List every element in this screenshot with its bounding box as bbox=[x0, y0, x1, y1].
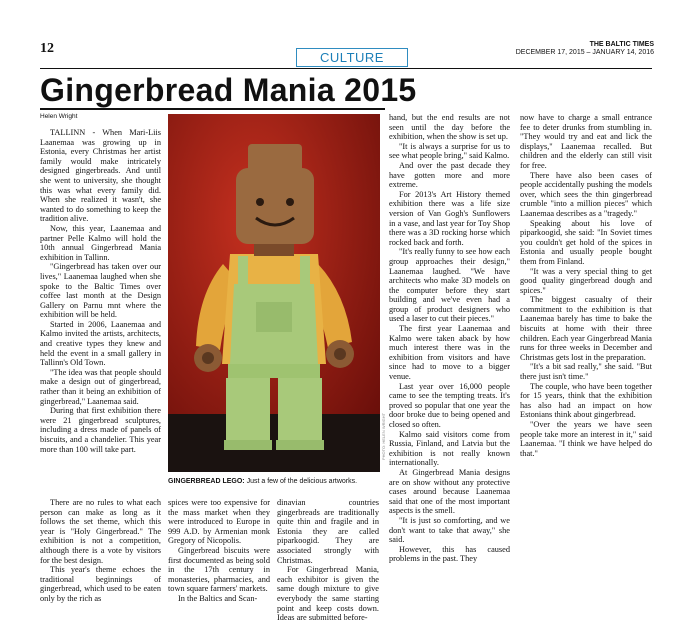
paragraph: For Gingerbread Mania, each exhibitor is given the same dough mixture to give everybody the same starting point and keep costs down. Ideas are submitted before- bbox=[277, 565, 379, 623]
paragraph: "It is just so comforting, and we don't want to take that away," she said. bbox=[389, 515, 510, 545]
paragraph: The first year Laanemaa and Kalmo were taken aback by how much interest there was in the exhibition from visitors and have since had to move to a bigger venue. bbox=[389, 324, 510, 382]
page-number: 12 bbox=[40, 41, 54, 56]
headline-rule bbox=[40, 108, 385, 110]
paragraph: "Over the years we have seen people take more an interest in it," said Laanemaa. "I think we have helped do that." bbox=[520, 420, 652, 458]
paragraph: For 2013's Art History themed exhibition there was a life size version of Van Gogh's Sunflowers in a vase, and last year for Toy Shop there was a 3D rocking horse which rocked back and forth. bbox=[389, 189, 510, 247]
article-column-1 bbox=[40, 128, 161, 454]
paragraph: Gingerbread biscuits were first documented as being sold in the 17th century in monasteries, pharmacies, and town square farmers' markets. bbox=[168, 545, 270, 594]
paragraph: There have also been cases of people accidentally pushing the models over, which sees the thin gingerbread crumble "into a million pieces" which Laanemaa describes as a "tragedy." bbox=[520, 170, 652, 218]
paragraph: The biggest casualty of their commitment to the exhibition is that Laanemaa barely has time to bake the biscuits at home with their three children. Each year Gingerbread Mania runs for three weeks in December and Christmas gets lost in the preparation. bbox=[520, 295, 652, 362]
paragraph: "It is always a surprise for us to see what people bring," said Kalmo. bbox=[389, 141, 510, 161]
photo-caption bbox=[168, 478, 357, 485]
paragraph: However, this has caused problems in the past. They bbox=[389, 544, 510, 564]
header-rule bbox=[40, 68, 652, 69]
caption-text: Just a few of the delicious artworks. bbox=[244, 478, 358, 485]
lego-figure-image bbox=[168, 114, 380, 472]
masthead-date: DECEMBER 17, 2015 – JANUARY 14, 2016 bbox=[515, 49, 654, 56]
paragraph: And over the past decade they have gotten more and more extreme. bbox=[389, 160, 510, 190]
paragraph: "It's really funny to see how each group approaches their design," Laanemaa laughed. "We have architects who make 3D models on the computer before they start building and we've even had a group of product designers who used a laser to cut their pieces." bbox=[389, 247, 510, 324]
paragraph: spices were too expensive for the mass market when they were introduced to Europe in 999 A.D. by Armenian monk Gregory of Nicopolis. bbox=[168, 498, 270, 546]
paragraph: TALLINN - When Mari-Liis Laanemaa was growing up in Estonia, every Christmas her artist family would make intricately designed gingerbreads. And until she went to university, she thought this was what every family did. When she realized it wasn't, she wanted to do something to keep the tradition alive. bbox=[40, 128, 161, 224]
paragraph: This year's theme echoes the traditional beginnings of gingerbread, which used to be eaten only by the rich as bbox=[40, 565, 161, 603]
paragraph: During that first exhibition there were 21 gingerbread sculptures, including a dress made of panels of biscuits, and a chandelier. This year more than 100 will take part. bbox=[40, 406, 161, 454]
paragraph: The couple, who have been together for 15 years, think that the exhibition has also had an impact on how Estonians think about gingerbread. bbox=[520, 381, 652, 420]
article-column-3 bbox=[277, 498, 379, 623]
paragraph: dinavian countries gingerbreads are traditionally quite thin and fragile and in Estonia they are called piparkoogid. They are associated strongly with Christmas. bbox=[277, 498, 379, 565]
article-column-4 bbox=[389, 113, 510, 564]
paragraph: "Gingerbread has taken over our lives," Laanemaa laughed when she spoke to the Baltic Times over coffee last month at the Design Gallery on Parnu mnt where the exhibition will be held. bbox=[40, 262, 161, 320]
caption-lead: GINGERBREAD LEGO: bbox=[168, 478, 245, 485]
headline: Gingerbread Mania 2015 bbox=[40, 72, 417, 108]
byline: Helen Wright bbox=[40, 113, 78, 120]
paragraph: At Gingerbread Mania designs are on show without any protective cases around because Laanemaa said that one of the most important aspects is the smell. bbox=[389, 467, 510, 516]
paragraph: Speaking about his love of piparkoogid, she said: "In Soviet times you couldn't get hold of the spices in Estonia and usually people bought them from Finland. bbox=[520, 218, 652, 266]
article-column-1-bottom bbox=[40, 498, 161, 604]
paragraph: In the Baltics and Scan- bbox=[178, 593, 258, 603]
paragraph: hand, but the end results are not seen until the day before the exhibition, when the show is set up. bbox=[389, 113, 510, 142]
masthead bbox=[516, 41, 654, 57]
paragraph: There are no rules to what each person can make as long as it follows the set theme, which this year is "Holy Gingerbread." The exhibition is not a competition, although there is a vote by visitors for the best design. bbox=[40, 498, 161, 565]
paragraph: now have to charge a small entrance fee to deter drunks from stumbling in. "They would try and eat and lick the displays," Laanemaa recalled. But children and the elderly can still visit for free. bbox=[520, 113, 652, 170]
section-label: CULTURE bbox=[296, 48, 408, 67]
paragraph: "The idea was that people should make a design out of gingerbread, rather than it being an exhibition of gingerbread," Laanemaa said. bbox=[40, 367, 161, 406]
paragraph: Started in 2006, Laanemaa and Kalmo invited the artists, architects, and creative types they knew and held the event in a small gallery in Tallinn's Old Town. bbox=[40, 319, 161, 368]
paragraph: "It was a very special thing to get good quality gingerbread dough and spices." bbox=[520, 266, 652, 295]
article-column-5 bbox=[520, 113, 652, 458]
paragraph: Last year over 16,000 people came to see the tempting treats. It's proved so popular that one year the door broke due to being opened and closed so often. bbox=[389, 381, 510, 429]
masthead-title: THE BALTIC TIMES bbox=[589, 41, 654, 48]
article-column-2 bbox=[168, 498, 270, 604]
paragraph: "It's a bit sad really," she said. "But there just isn't time." bbox=[520, 362, 652, 382]
photo-credit: PHOTO: HELEN WRIGHT bbox=[381, 412, 386, 460]
paragraph: Now, this year, Laanemaa and partner Pelle Kalmo will hold the 10th annual Gingerbread Mania exhibition in Tallinn. bbox=[40, 223, 161, 262]
paragraph: Kalmo said visitors come from Russia, Finland, and Latvia but the exhibition is not really known internationally. bbox=[389, 429, 510, 468]
lego-gingerbread-photo bbox=[168, 114, 380, 472]
